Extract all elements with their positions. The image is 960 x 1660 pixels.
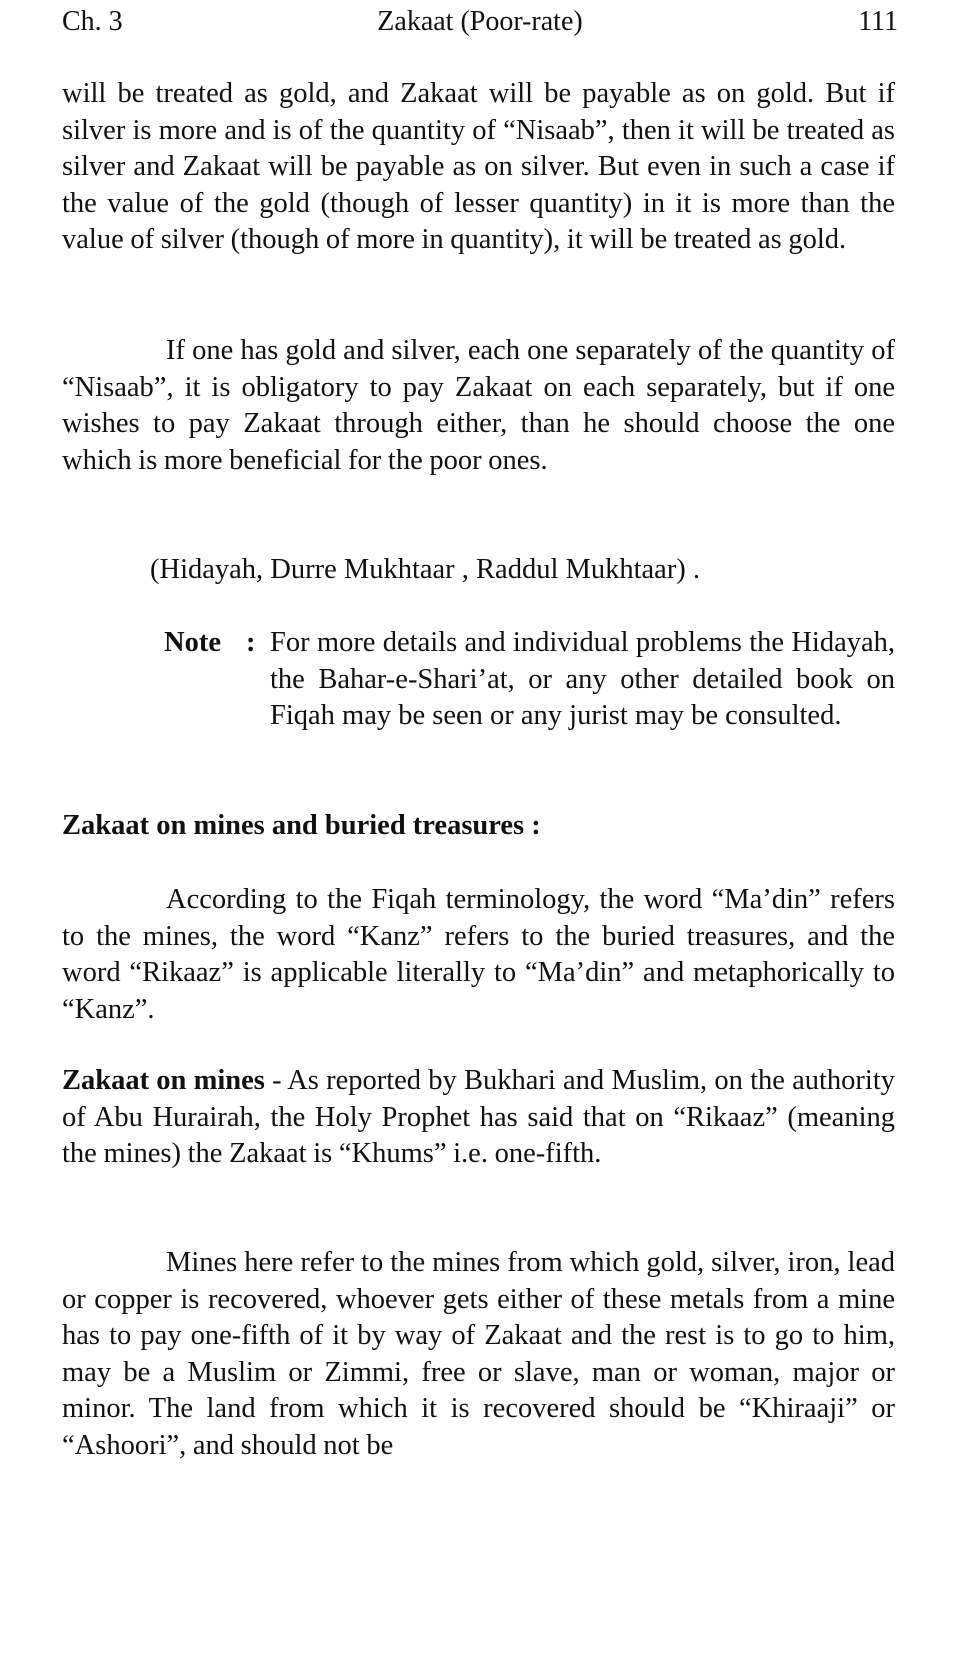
- header-title: Zakaat (Poor-rate): [377, 6, 583, 37]
- chapter-label: Ch. 3: [62, 6, 123, 37]
- running-header: [62, 2, 898, 42]
- paragraph-zakaat-on-mines: [62, 1063, 895, 1173]
- note-colon: :: [246, 627, 256, 658]
- note-text: For more details and individual problems the Hidayah, the Bahar-e-Shari’at, or any other detailed book on Fiqah may be seen or any jurist may be consulted.: [270, 627, 895, 731]
- paragraph-mines-definition: Mines here refer to the mines from which gold, silver, iron, lead or copper is recovered, whoever gets either of these metals from a mine has to pay one-fifth of it by way of Zakaat and the rest is to go to him, may be a Muslim or Zimmi, free or slave, man or woman, major or minor. The land from which it is recovered should be “Khiraaji” or “Ashoori”, and should not be: [62, 1247, 895, 1461]
- reference-citation: (Hidayah, Durre Mukhtaar , Raddul Mukhtaar) .: [150, 554, 701, 585]
- run-in-heading: Zakaat on mines: [62, 1065, 265, 1096]
- paragraph-gold-silver-mix: will be treated as gold, and Zakaat will be payable as on gold. But if silver is more and is of the quantity of “Nisaab”, then it will be treated as silver and Zakaat will be payable as on silver. But even in such a case if the value of the gold (though of lesser quantity) in it is more than the value of silver (though of more in quantity), it will be treated as gold.: [62, 78, 895, 255]
- note-label: Note: [164, 627, 221, 658]
- paragraph-body: - As reported by Bukhari and Muslim, on the authority of Abu Hurairah, the Holy Prophet has said that on “Rikaaz” (meaning the mines) the Zakaat is “Khums” i.e. one-fifth.: [62, 1065, 895, 1169]
- page-number: 111: [858, 6, 898, 37]
- paragraph-terminology: According to the Fiqah terminology, the word “Ma’din” refers to the mines, the word “Kanz” refers to the buried treasures, and the word “Rikaaz” is applicable literally to “Ma’din” and metaphorically to “Kanz”.: [62, 884, 895, 1025]
- section-heading-mines-treasures: Zakaat on mines and buried treasures :: [62, 810, 541, 841]
- paragraph-separate-nisaab: If one has gold and silver, each one separately of the quantity of “Nisaab”, it is obligatory to pay Zakaat on each separately, but if one wishes to pay Zakaat through either, than he should choose the one which is more beneficial for the poor ones.: [62, 335, 895, 476]
